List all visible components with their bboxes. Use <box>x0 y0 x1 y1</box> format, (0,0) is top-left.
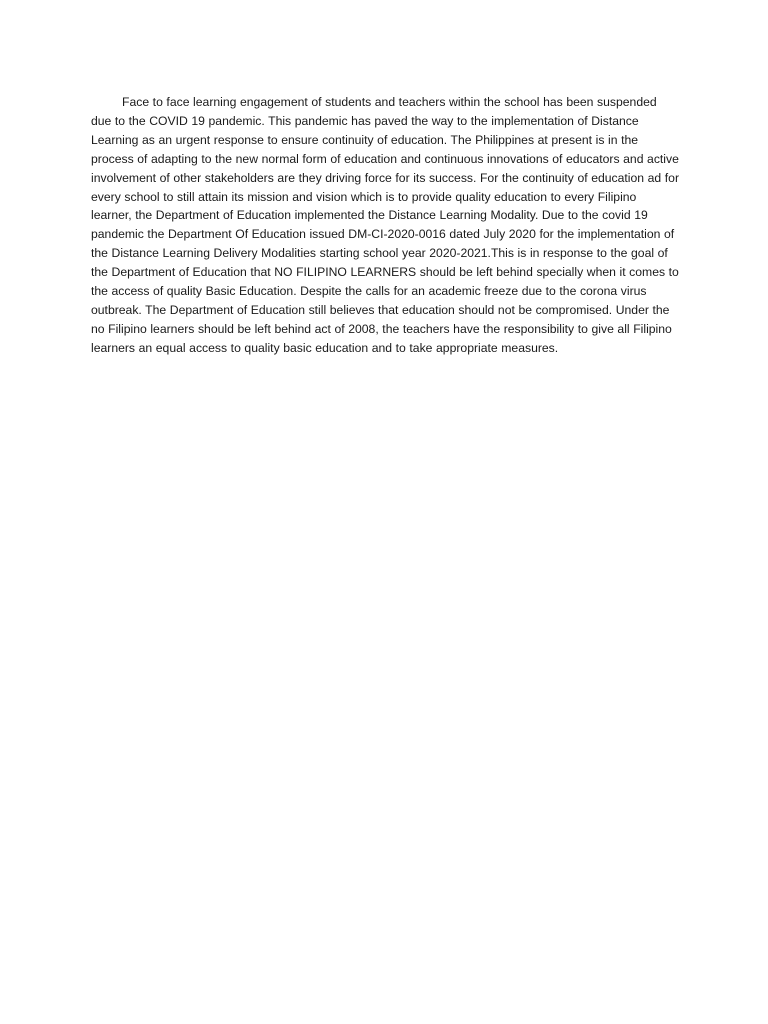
body-paragraph: Face to face learning engagement of students and teachers within the school has been suspended due to the COVID 19 pandemic. This pandemic has paved the way to the implementation of Distance Learning as an urgent response to ensure continuity of education. The Philippines at present is in the process of adapting to the new normal form of education and continuous innovations of educators and active involvement of other stakeholders are they driving force for its success. For the continuity of education ad for every school to still attain its mission and vision which is to provide quality education to every Filipino learner, the Department of Education implemented the Distance Learning Modality. Due to the covid 19 pandemic the Department Of Education issued DM-CI-2020-0016 dated July 2020 for the implementation of the Distance Learning Delivery Modalities starting school year 2020-2021.This is in response to the goal of the Department of Education that NO FILIPINO LEARNERS should be left behind specially when it comes to the access of quality Basic Education. Despite the calls for an academic freeze due to the corona virus outbreak. The Department of Education still believes that education should not be compromised. Under the no Filipino learners should be left behind act of 2008, the teachers have the responsibility to give all Filipino learners an equal access to quality basic education and to take appropriate measures. <box>91 95 680 355</box>
